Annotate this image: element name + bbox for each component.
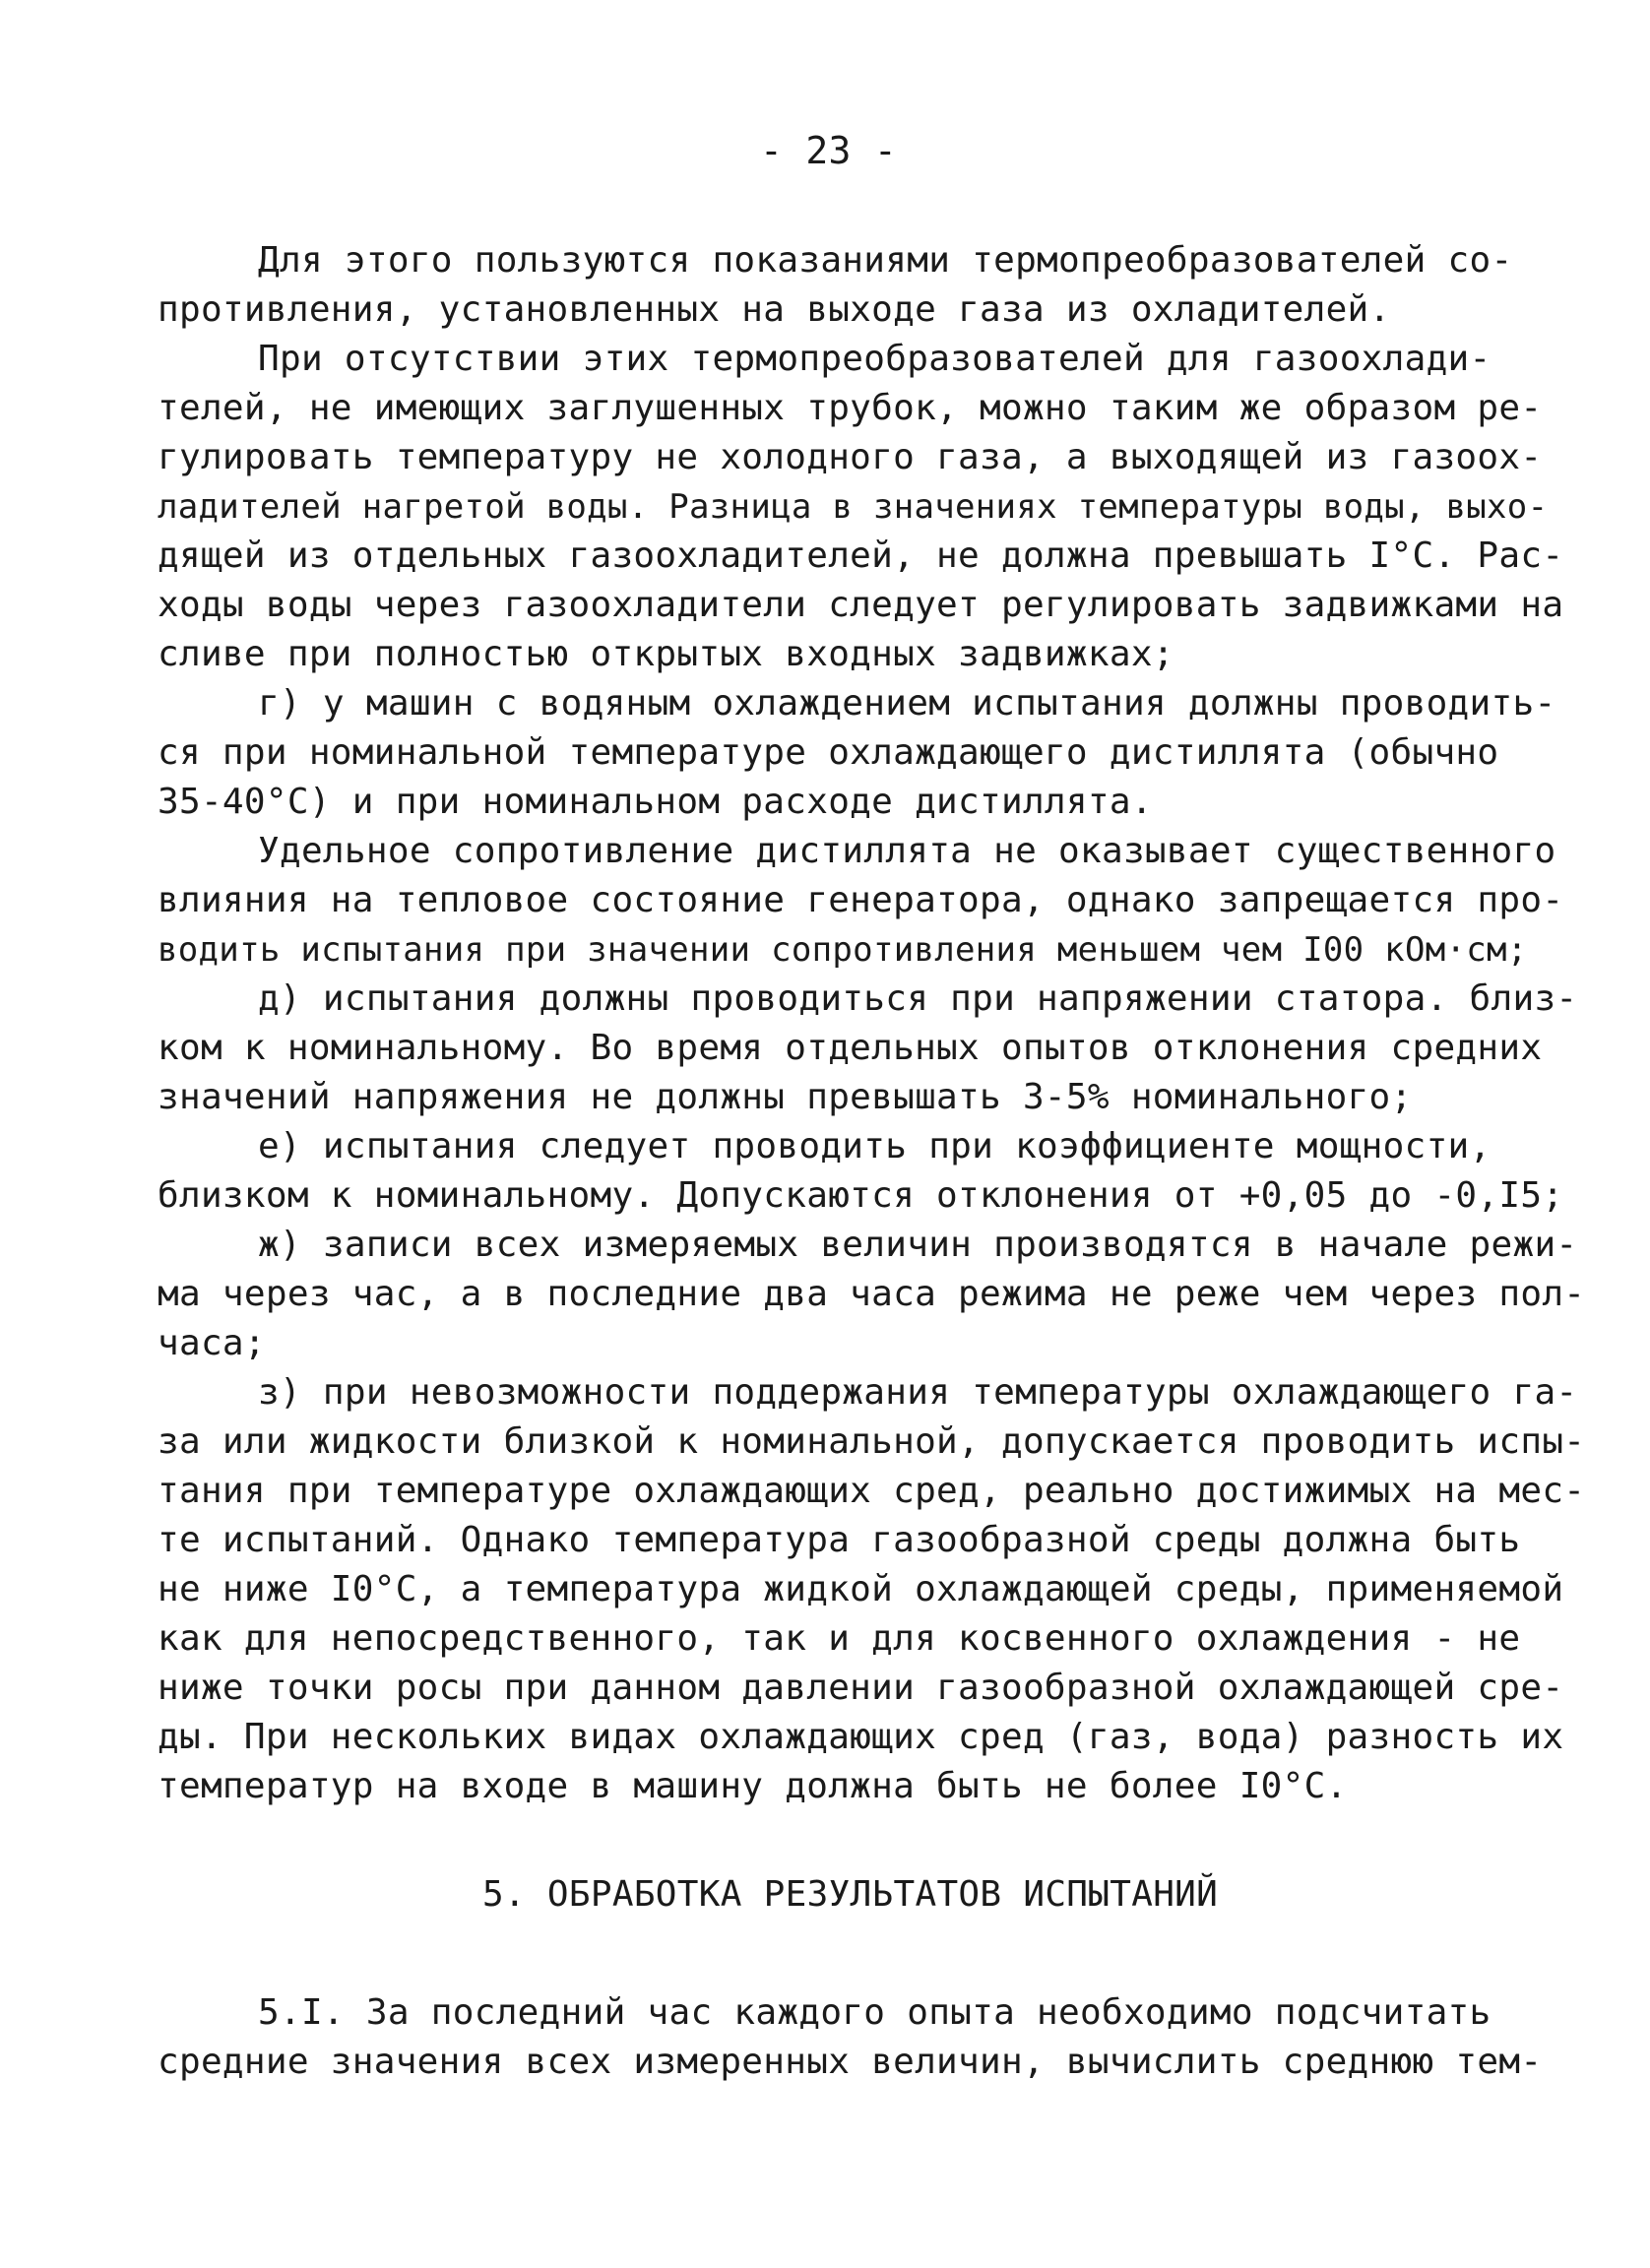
text-line: 35-40°С) и при номинальном расходе дистиллята. (158, 782, 1153, 822)
text-line: те испытаний. Однако температура газообразной среды должна быть (158, 1520, 1521, 1560)
text-line: не ниже I0°С, а температура жидкой охлаждающей среды, применяемой (158, 1569, 1564, 1609)
text-line: д) испытания должны проводиться при напряжении статора. близ- (258, 978, 1578, 1019)
section-heading: 5. ОБРАБОТКА РЕЗУЛЬТАТОВ ИСПЫТАНИЙ (482, 1874, 1219, 1915)
text-line: противления, установленных на выходе газа из охладителей. (158, 289, 1391, 330)
text-line: телей, не имеющих заглушенных трубок, можно таким же образом ре- (158, 388, 1543, 428)
text-line: ж) записи всех измеряемых величин производятся в начале режи- (258, 1225, 1578, 1265)
text-line: ходы воды через газоохладители следует регулировать задвижками на (158, 585, 1564, 625)
text-line: е) испытания следует проводить при коэффициенте мощности, (258, 1126, 1491, 1166)
text-line: гулировать температуру не холодного газа, а выходящей из газоох- (158, 437, 1543, 477)
text-line: 5.I. За последний час каждого опыта необходимо подсчитать (258, 1992, 1491, 2033)
text-line: г) у машин с водяным охлаждением испытания должны проводить- (258, 683, 1556, 724)
text-line: ды. При нескольких видах охлаждающих сред (газ, вода) разность их (158, 1717, 1564, 1757)
text-line: сливе при полностью открытых входных задвижках; (158, 634, 1174, 674)
text-line: ма через час, а в последние два часа режима не реже чем через пол- (158, 1274, 1586, 1314)
text-line: близком к номинальному. Допускаются отклонения от +0,05 до -0,I5; (158, 1175, 1564, 1216)
text-line: значений напряжения не должны превышать 3-5% номинального; (158, 1077, 1413, 1117)
text-line: тания при температуре охлаждающих сред, реально достижимых на мес- (158, 1471, 1586, 1511)
text-line: как для непосредственного, так и для косвенного охлаждения - не (158, 1618, 1521, 1659)
text-line: температур на входе в машину должна быть не более I0°С. (158, 1766, 1348, 1806)
text-line: ся при номинальной температуре охлаждающего дистиллята (обычно (158, 732, 1499, 773)
text-line: часа; (158, 1323, 266, 1363)
text-line: При отсутствии этих термопреобразователей для газоохлади- (258, 339, 1491, 379)
text-line: ком к номинальному. Во время отдельных опытов отклонения средних (158, 1028, 1543, 1068)
text-line: з) при невозможности поддержания температуры охлаждающего га- (258, 1372, 1578, 1413)
text-line: водить испытания при значении сопротивления меньшем чем I00 кОм·см; (158, 930, 1528, 970)
text-line: Для этого пользуются показаниями термопреобразователей со- (258, 240, 1513, 281)
text-line: ниже точки росы при данном давлении газообразной охлаждающей сре- (158, 1668, 1564, 1708)
text-line: Удельное сопротивление дистиллята не оказывает существенного (258, 831, 1556, 871)
page-number: - 23 - (760, 129, 898, 172)
text-line: ладителей нагретой воды. Разница в значениях температуры воды, выхо- (158, 487, 1549, 527)
text-line: дящей из отдельных газоохладителей, не должна превышать I°С. Рас- (158, 536, 1564, 576)
text-line: средние значения всех измеренных величин, вычислить среднюю тем- (158, 2042, 1543, 2082)
text-line: влияния на тепловое состояние генератора, однако запрещается про- (158, 880, 1564, 920)
text-line: за или жидкости близкой к номинальной, допускается проводить испы- (158, 1421, 1586, 1462)
